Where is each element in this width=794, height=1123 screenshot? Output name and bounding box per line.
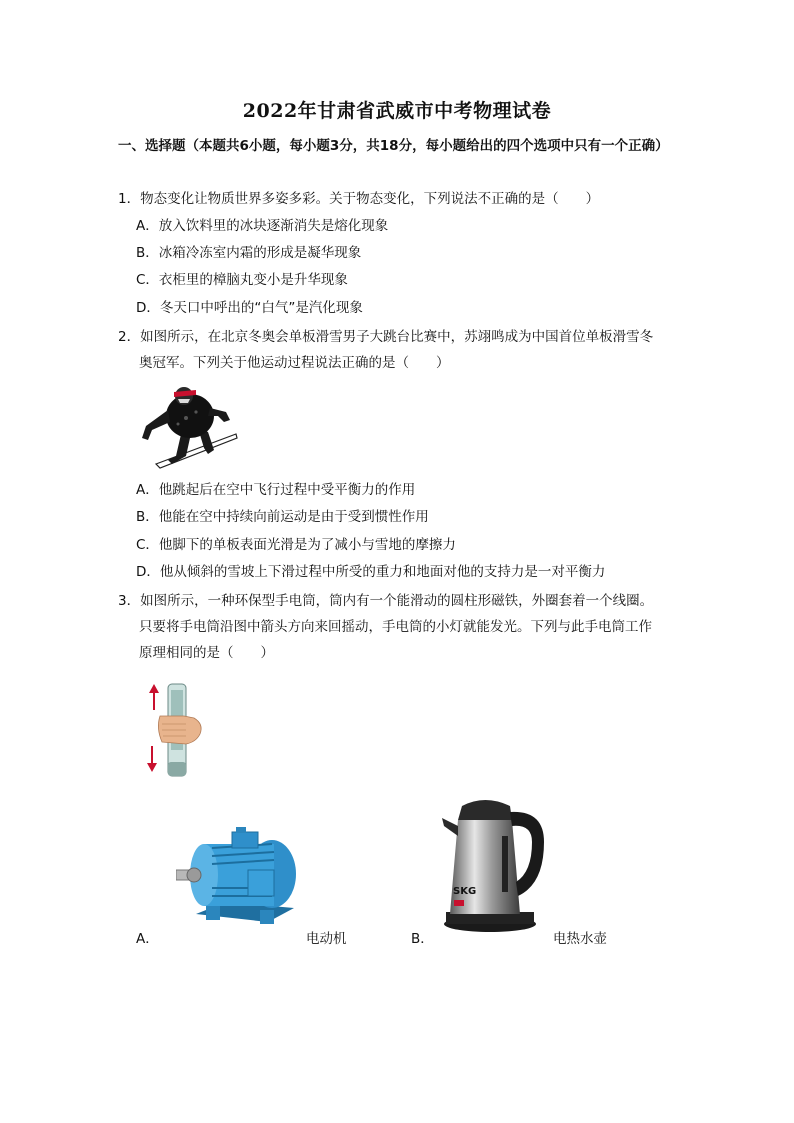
q2-option-c: C．他脚下的单板表面光滑是为了减小与雪地的摩擦力 [136, 537, 456, 553]
question-2-stem-line1: 2．如图所示，在北京冬奥会单板滑雪男子大跳台比赛中，苏翊鸣成为中国首位单板滑雪冬 [118, 329, 654, 345]
q1-option-a: A．放入饮料里的冰块逐渐消失是熔化现象 [136, 218, 389, 234]
q3-option-b-label: B． [411, 931, 434, 947]
question-2-stem-line2: 奥冠军。下列关于他运动过程说法正确的是（ ） [139, 355, 450, 371]
q1-option-c: C．衣柜里的樟脑丸变小是升华现象 [136, 272, 348, 288]
electric-kettle-figure [440, 796, 550, 936]
question-3-stem-line2: 只要将手电筒沿图中箭头方向来回摇动，手电筒的小灯就能发光。下列与此手电筒工作 [139, 619, 652, 635]
question-1-stem: 1．物态变化让物质世界多姿多彩。关于物态变化，下列说法不正确的是（ ） [118, 191, 600, 207]
question-3 [118, 588, 683, 666]
question-3-stem-line1: 3．如图所示，一种环保型手电筒，筒内有一个能滑动的圆柱形磁铁，外圈套着一个线圈。 [118, 593, 654, 609]
question-3-stem-line3: 原理相同的是（ ） [139, 645, 274, 661]
shake-flashlight-figure [138, 680, 214, 780]
section-heading: 一、选择题（本题共6小题，每小题3分，共18分，每小题给出的四个选项中只有一个正确） [118, 138, 669, 154]
q2-option-b: B．他能在空中持续向前运动是由于受到惯性作用 [136, 509, 429, 525]
q3-option-b-caption: 电热水壶 [553, 931, 607, 947]
q1-option-b: B．冰箱冷冻室内霜的形成是凝华现象 [136, 245, 362, 261]
q3-option-a-label: A． [136, 931, 159, 947]
q1-option-d: D．冬天口中呼出的“白气”是汽化现象 [136, 300, 363, 316]
q2-option-a: A．他跳起后在空中飞行过程中受平衡力的作用 [136, 482, 416, 498]
q3-option-a-caption: 电动机 [306, 931, 347, 947]
kettle-brand-logo: SKG [453, 886, 477, 897]
question-1 [118, 186, 683, 212]
electric-motor-figure [176, 826, 302, 934]
q2-option-d: D．他从倾斜的雪坡上下滑过程中所受的重力和地面对他的支持力是一对平衡力 [136, 564, 606, 580]
question-2 [118, 324, 683, 376]
page-title: 2022年甘肃省武威市中考物理试卷 [242, 100, 552, 122]
snowboarder-figure [138, 382, 238, 472]
